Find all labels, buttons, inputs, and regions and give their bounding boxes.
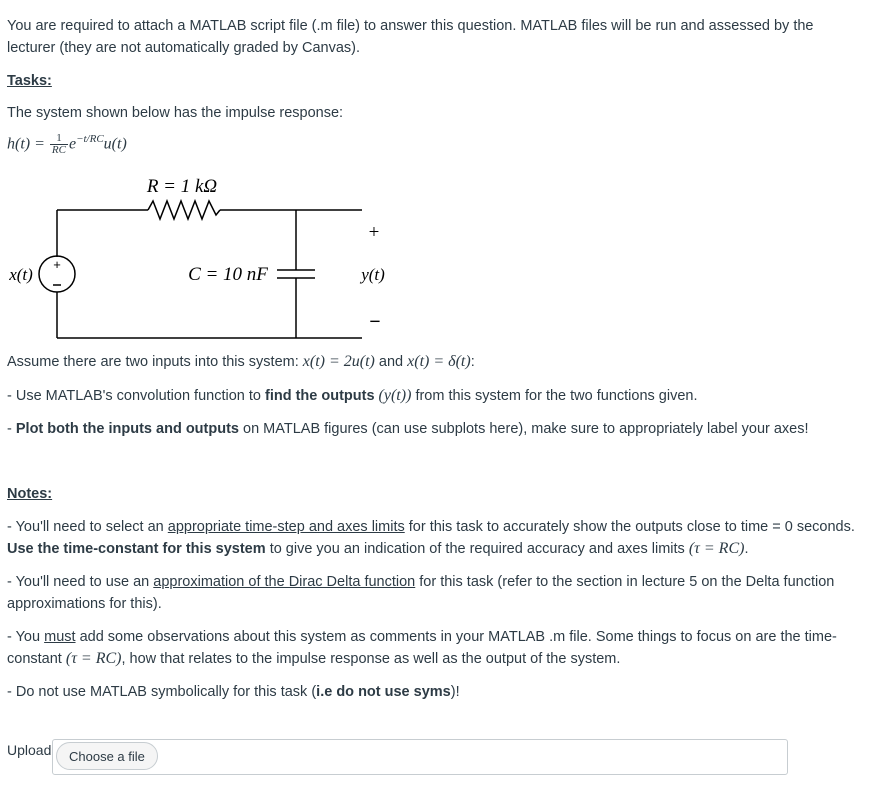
source-plus-sign: + — [53, 257, 61, 272]
formula-lhs: h(t) = — [7, 135, 45, 153]
formula-fraction — [50, 133, 68, 156]
task-bullet-convolution — [7, 385, 864, 407]
note-dirac-delta — [7, 571, 864, 615]
formula-e: e — [68, 135, 77, 153]
bullet2-pre: - — [7, 421, 12, 437]
rc-circuit-diagram — [0, 170, 420, 345]
input-step-math: x(t) = 2u(t) — [302, 353, 375, 370]
note3-math: (τ = RC) — [65, 650, 122, 667]
bullet1-post: from this system for the two functions given. — [415, 388, 698, 404]
note1-bold: Use the time-constant for this system — [7, 541, 266, 557]
bullet1-pre: - Use MATLAB's convolution function to — [7, 388, 261, 404]
note2-post: for this task (refer to the section in lecture 5 on the Delta function approximations for this). — [7, 574, 835, 612]
assume-inputs-paragraph — [7, 351, 864, 373]
formula-numerator: 1 — [50, 133, 68, 145]
capacitor-label: C = 10 nF — [188, 264, 268, 285]
input-delta-math: x(t) = δ(t) — [407, 353, 471, 370]
task-bullet-plot — [7, 418, 864, 440]
note1-post: to give you an indication of the required accuracy and axes limits — [269, 541, 685, 557]
note1-end: . — [744, 541, 749, 557]
resistor-symbol — [148, 201, 220, 219]
note3-post: , how that relates to the impulse response as well as the output of the system. — [121, 651, 621, 667]
assume-colon: : — [470, 354, 475, 370]
system-description: The system shown below has the impulse response: — [7, 105, 344, 121]
assume-and: and — [378, 354, 404, 370]
output-plus-label: + — [368, 222, 380, 243]
note-time-step — [7, 516, 864, 560]
note1-mid: for this task to accurately show the outputs close to time = 0 seconds. — [408, 519, 855, 535]
output-minus-label: − — [369, 311, 381, 333]
note2-underlined: approximation of the Dirac Delta function — [153, 574, 416, 590]
output-label: y(t) — [361, 265, 385, 284]
note2-pre: - You'll need to use an — [7, 574, 150, 590]
upload-label: Upload — [7, 742, 52, 758]
impulse-response-formula — [7, 133, 127, 161]
bullet1-bold: find the outputs — [264, 388, 375, 404]
notes-heading: Notes: — [7, 486, 53, 502]
formula-exponent: −t/RC — [76, 133, 104, 145]
note4-pre: - Do not use MATLAB symbolically for this task ( — [7, 684, 317, 700]
note-no-syms — [7, 681, 864, 703]
intro-paragraph: You are required to attach a MATLAB script file (.m file) to answer this question. MATLAB files will be run and assessed by the lecturer (they are not automatically graded by Canvas). — [7, 18, 814, 56]
note3-mid: add some observations about this system as comments in your MATLAB .m file. Some things to focus on are the time-constant — [7, 629, 837, 667]
formula-rhs: u(t) — [103, 135, 127, 153]
note1-pre: - You'll need to select an — [7, 519, 164, 535]
note1-math: (τ = RC) — [688, 540, 745, 557]
bullet2-post: on MATLAB figures (can use subplots here), make sure to appropriately label your axes! — [243, 421, 809, 437]
note3-pre: - You — [7, 629, 41, 645]
tasks-heading: Tasks: — [7, 73, 52, 89]
input-label: x(t) — [9, 265, 33, 284]
file-upload-field[interactable] — [52, 739, 788, 775]
assume-text: Assume there are two inputs into this system: — [7, 354, 299, 370]
choose-file-button[interactable]: Choose a file — [56, 742, 158, 770]
note3-must: must — [44, 629, 76, 645]
note-observations — [7, 626, 864, 670]
formula-denominator: RC — [51, 144, 66, 157]
note4-post: )! — [450, 684, 460, 700]
bullet1-math: (y(t)) — [378, 387, 412, 404]
note4-bold: i.e do not use syms — [316, 684, 451, 700]
note1-underlined: appropriate time-step and axes limits — [167, 519, 405, 535]
resistor-label: R = 1 kΩ — [146, 176, 218, 197]
bullet2-bold: Plot both the inputs and outputs — [15, 421, 239, 437]
